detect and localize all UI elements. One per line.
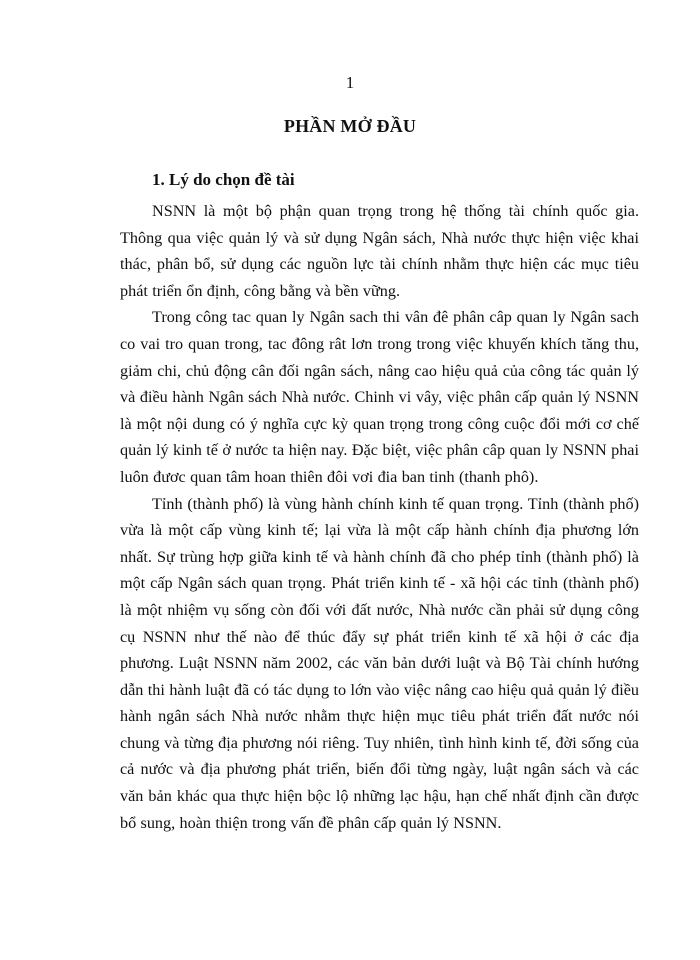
- section-heading: 1. Lý do chọn đề tài: [152, 170, 295, 189]
- page-number: 1: [345, 73, 355, 92]
- paragraph-3: Tỉnh (thành phố) là vùng hành chính kinh tế quan trọng. Tỉnh (thành phố) vừa là một cấp vùng kinh tế; lại vừa là một cấp hành chính địa phương lớn nhất. Sự trùng hợp giữa kinh tế và hành chính đã cho phép tỉnh (thành phố) là một cấp Ngân sách quan trọng. Phát triển kinh tế - xã hội các tỉnh (thành phố) là một nhiệm vụ sống còn đối với đất nước, Nhà nước cần phải sử dụng công cụ NSNN như thế nào để thúc đẩy sự phát triển kinh tế xã hội ở các địa phương. Luật NSNN năm 2002, các văn bản dưới luật và Bộ Tài chính hướng dẫn thi hành luật đã có tác dụng to lớn vào việc nâng cao hiệu quả quản lý điều hành ngân sách Nhà nước nhằm thực hiện mục tiêu phát triển đất nước nói chung và từng địa phương nói riêng. Tuy nhiên, tình hình kinh tế, đời sống của cả nước và địa phương phát triển, biến đổi từng ngày, luật ngân sách và các văn bản khác qua thực hiện bộc lộ những lạc hậu, hạn chế nhất định cần được bổ sung, hoàn thiện trong vấn đề phân cấp quản lý NSNN.: [120, 494, 639, 832]
- paragraph-1: NSNN là một bộ phận quan trọng trong hệ thống tài chính quốc gia. Thông qua việc quản lý và sử dụng Ngân sách, Nhà nước thực hiện việc khai thác, phân bổ, sử dụng các nguồn lực tài chính nhằm thực hiện các mục tiêu phát triển ổn định, công bằng và bền vững.: [120, 202, 639, 300]
- page-title: PHẦN MỞ ĐẦU: [283, 116, 417, 136]
- paragraph-2: Trong công tac quan ly Ngân sach thi vân đê phân câp quan ly Ngân sach co vai tro quan trong, tac đông rât lơn trong trong việc khuyến khích tăng thu, giảm chi, chủ động cân đối ngân sách, nâng cao hiệu quả của công tác quản lý và điều hành Ngân sách Nhà nước. Chinh vi vây, việc phân cấp quản lý NSNN là một nội dung có ý nghĩa cực kỳ quan trọng trong công cuộc đổi mới cơ chế quản lý kinh tế ở nước ta hiện nay. Đặc biệt, việc phân câp quan ly NSNN phai luôn đươc quan tâm hoan thiên đôi vơi đia ban tinh (thanh phô).: [120, 308, 639, 486]
- section-body: [120, 198, 639, 836]
